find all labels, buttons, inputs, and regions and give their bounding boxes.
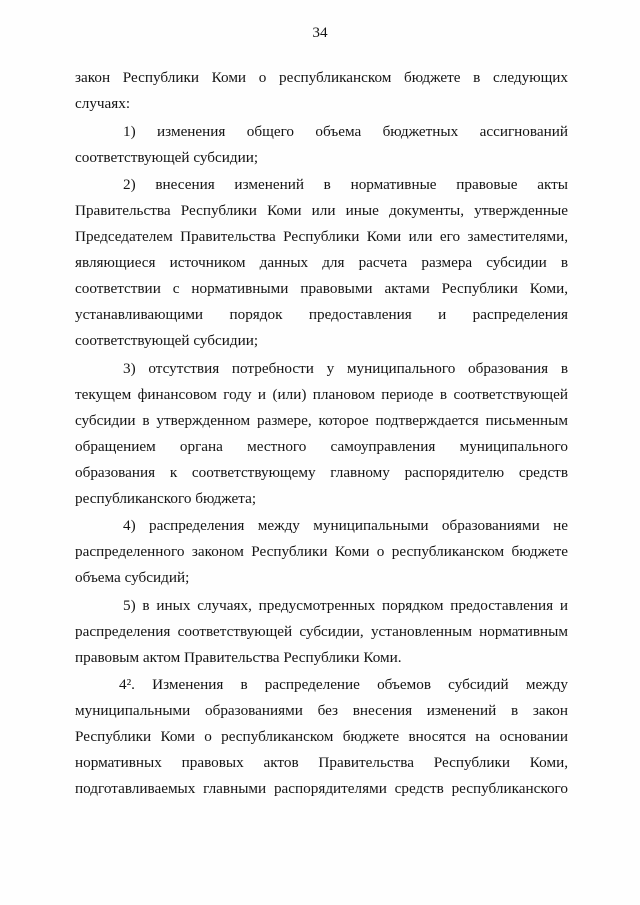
text-line: 3) отсутствия потребности у муниципального образования в [123, 359, 568, 377]
text-line: соответствии с нормативными правовыми актами Республики Коми, [75, 280, 568, 297]
text-line: 1) изменения общего объема бюджетных ассигнований [123, 122, 568, 140]
text-line: обращением органа местного самоуправления муниципального [75, 437, 568, 455]
text-line: соответствующей субсидии; [75, 332, 259, 349]
list-item-1 [75, 119, 568, 171]
text-line: образования к соответствующему главному распорядителю средств [75, 463, 568, 481]
list-item-2 [75, 172, 568, 354]
text-line: текущем финансовом году и (или) плановом периоде в соответствующей [75, 385, 568, 403]
text-line: 2) внесения изменений в нормативные правовые акты [123, 176, 568, 193]
list-item-4 [75, 513, 568, 591]
list-item-3 [75, 356, 568, 512]
list-item-5 [75, 593, 568, 671]
text-line: объема субсидий; [75, 569, 190, 586]
document-body [75, 65, 568, 802]
paragraph-4-2 [75, 672, 568, 802]
text-line: являющиеся источником данных для расчета размера субсидии в [75, 254, 568, 271]
text-line: правовым актом Правительства Республики Коми. [75, 648, 402, 666]
text-line: распределенного законом Республики Коми о республиканском бюджете [75, 543, 568, 560]
text-line: соответствующей субсидии; [75, 148, 259, 166]
text-line: Правительства Республики Коми или иные документы, утвержденные [75, 202, 568, 219]
text-line: распределения соответствующей субсидии, установленным нормативным [75, 622, 568, 640]
page-number: 34 [312, 24, 328, 41]
text-line: 4². Изменения в распределение объемов субсидий между [119, 676, 568, 693]
text-line: нормативных правовых актов Правительства Республики Коми, [75, 754, 568, 771]
text-line: случаях: [75, 95, 131, 112]
text-line: республиканского бюджета; [75, 489, 257, 507]
text-line: 4) распределения между муниципальными образованиями не [123, 517, 568, 534]
text-line: подготавливаемых главными распорядителями средств республиканского [75, 780, 568, 797]
text-line: устанавливающими порядок предоставления и распределения [75, 306, 568, 323]
text-line: Республики Коми о республиканском бюджете вносятся на основании [75, 728, 568, 745]
paragraph-continuation [75, 65, 568, 117]
text-line: закон Республики Коми о республиканском бюджете в следующих [75, 69, 568, 86]
text-line: Председателем Правительства Республики Коми или его заместителями, [75, 228, 568, 245]
text-line: муниципальными образованиями без внесения изменений в закон [75, 702, 568, 719]
text-line: субсидии в утвержденном размере, которое подтверждается письменным [75, 411, 568, 429]
text-line: 5) в иных случаях, предусмотренных порядком предоставления и [123, 596, 568, 614]
